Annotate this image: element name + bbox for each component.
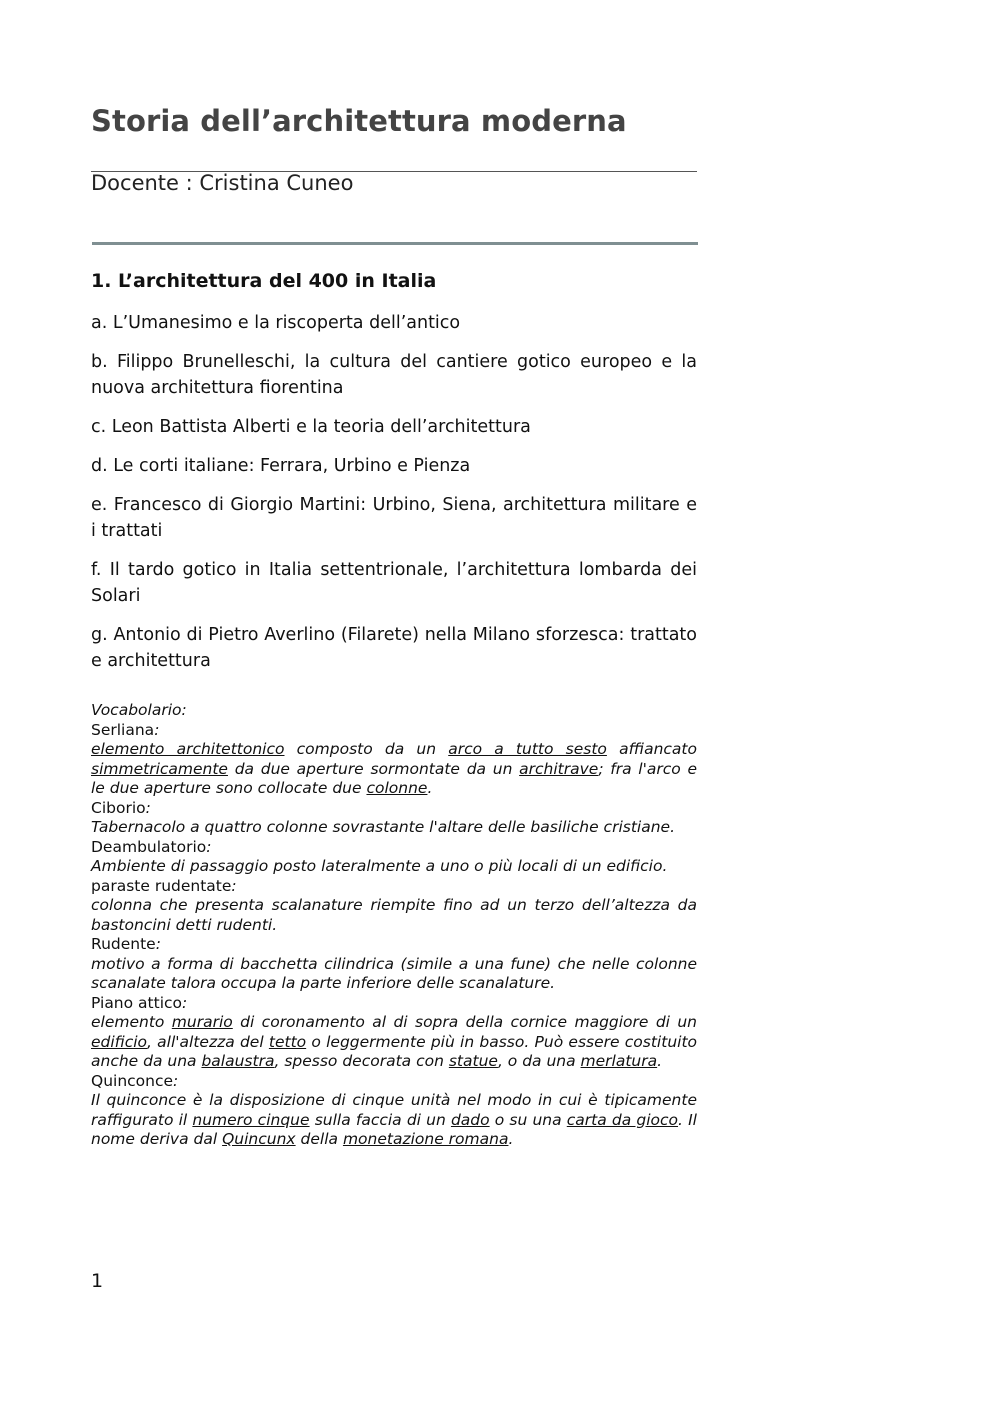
definition-text: da due aperture sormontate da un: [227, 759, 520, 778]
definition-link[interactable]: Quincunx: [222, 1130, 296, 1148]
vocabulary-definition: [91, 818, 697, 838]
definition-text: , o da una: [497, 1052, 581, 1070]
definition-link[interactable]: merlatura: [580, 1052, 658, 1070]
vocabulary-term: Ciborio:: [91, 798, 151, 817]
topic-list: [91, 310, 697, 687]
vocabulary-term-label: Quinconce: [91, 1071, 174, 1090]
vocabulary-heading: Vocabolario:: [91, 701, 187, 719]
definition-link[interactable]: monetazione romana: [342, 1130, 509, 1148]
document-title: Storia dell’architettura moderna: [91, 104, 627, 138]
definition-link[interactable]: simmetricamente: [91, 759, 228, 778]
vocabulary-definition: [91, 955, 697, 994]
definition-text: della: [295, 1130, 343, 1148]
section-divider: [92, 242, 698, 245]
vocabulary-section: [91, 701, 697, 1150]
definition-link[interactable]: edificio: [91, 1032, 148, 1051]
definition-text: Tabernacolo a quattro colonne sovrastante l'altare delle basiliche cristiane.: [91, 818, 675, 836]
definition-text: .: [657, 1052, 663, 1070]
vocabulary-definition: [91, 896, 697, 935]
definition-text: Ambiente di passaggio posto lateralmente a uno o più locali di un edificio.: [91, 857, 668, 875]
definition-link[interactable]: elemento architettonico: [91, 740, 285, 758]
list-item: g. Antonio di Pietro Averlino (Filarete) nella Milano sforzesca: trattato e architettura: [91, 625, 697, 671]
vocabulary-term: Quinconce:: [91, 1071, 179, 1090]
definition-link[interactable]: colonne: [366, 779, 428, 797]
definition-link[interactable]: numero cinque: [192, 1110, 310, 1129]
definition-text: ; fra l'arco e le due aperture sono collocate due: [91, 759, 698, 797]
definition-text: composto da un: [284, 740, 449, 758]
vocabulary-term-label: Piano attico: [91, 993, 183, 1012]
definition-link[interactable]: tetto: [268, 1032, 307, 1051]
list-item: f. Il tardo gotico in Italia settentrionale, l’architettura lombarda dei Solari: [91, 560, 697, 606]
vocabulary-term-label: Rudente: [91, 935, 156, 953]
list-item: b. Filippo Brunelleschi, la cultura del cantiere gotico europeo e la nuova architettura fiorentina: [91, 352, 697, 398]
definition-text: sulla faccia di un: [309, 1110, 451, 1129]
definition-text: .: [508, 1130, 514, 1148]
definition-link[interactable]: statue: [448, 1052, 498, 1070]
definition-text: colonna che presenta scalanature riempite fino ad un terzo dell’altezza da bastoncini detti rudenti.: [91, 896, 697, 934]
definition-text: Il quinconce è la disposizione di cinque unità nel modo in cui è tipicamente raffigurato il: [91, 1091, 697, 1129]
definition-link[interactable]: balaustra: [201, 1052, 275, 1070]
list-item: d. Le corti italiane: Ferrara, Urbino e Pienza: [91, 456, 471, 476]
vocabulary-term-label: Ciborio: [91, 798, 146, 817]
vocabulary-term: Deambulatorio:: [91, 837, 212, 856]
vocabulary-definition: [91, 1091, 697, 1150]
list-item: a. L’Umanesimo e la riscoperta dell’antico: [91, 313, 461, 333]
vocabulary-term: Rudente:: [91, 935, 161, 953]
definition-text: , spesso decorata con: [274, 1052, 449, 1070]
definition-text: . Il nome deriva dal: [91, 1110, 697, 1148]
definition-link[interactable]: dado: [450, 1110, 490, 1129]
vocabulary-definition: [91, 857, 697, 877]
document-subtitle: Docente : Cristina Cuneo: [91, 171, 354, 195]
list-item: e. Francesco di Giorgio Martini: Urbino, Siena, architettura militare e i trattati: [91, 495, 697, 541]
vocabulary-term: Serliana:: [91, 720, 160, 739]
definition-text: , all'altezza del: [147, 1032, 269, 1051]
vocabulary-definition: [91, 1013, 697, 1072]
definition-text: di coronamento al di sopra della cornice maggiore di un: [232, 1013, 698, 1031]
vocabulary-term: paraste rudentate:: [91, 876, 237, 895]
vocabulary-term-label: Serliana: [91, 720, 155, 739]
definition-link[interactable]: carta da gioco: [566, 1110, 679, 1129]
definition-link[interactable]: architrave: [519, 759, 599, 778]
section-heading: 1. L’architettura del 400 in Italia: [91, 270, 437, 292]
definition-link[interactable]: murario: [171, 1013, 233, 1031]
vocabulary-term: Piano attico:: [91, 993, 188, 1012]
definition-text: affiancato: [606, 740, 697, 758]
definition-text: .: [427, 779, 433, 797]
list-item: c. Leon Battista Alberti e la teoria dell’architettura: [91, 417, 531, 437]
vocabulary-definition: [91, 740, 697, 799]
definition-text: elemento: [91, 1013, 172, 1031]
definition-text: motivo a forma di bacchetta cilindrica (simile a una fune) che nelle colonne scanalate talora occupa la parte inferiore delle scanalature.: [91, 954, 697, 992]
page-number: 1: [91, 1270, 104, 1292]
vocabulary-term-label: paraste rudentate: [91, 876, 232, 895]
definition-text: o su una: [489, 1110, 567, 1129]
vocabulary-term-label: Deambulatorio: [91, 837, 207, 856]
definition-link[interactable]: arco a tutto sesto: [448, 740, 607, 758]
vocabulary-terms: [91, 721, 697, 1150]
definition-text: o leggermente più in basso. Può essere costituito anche da una: [91, 1032, 698, 1070]
